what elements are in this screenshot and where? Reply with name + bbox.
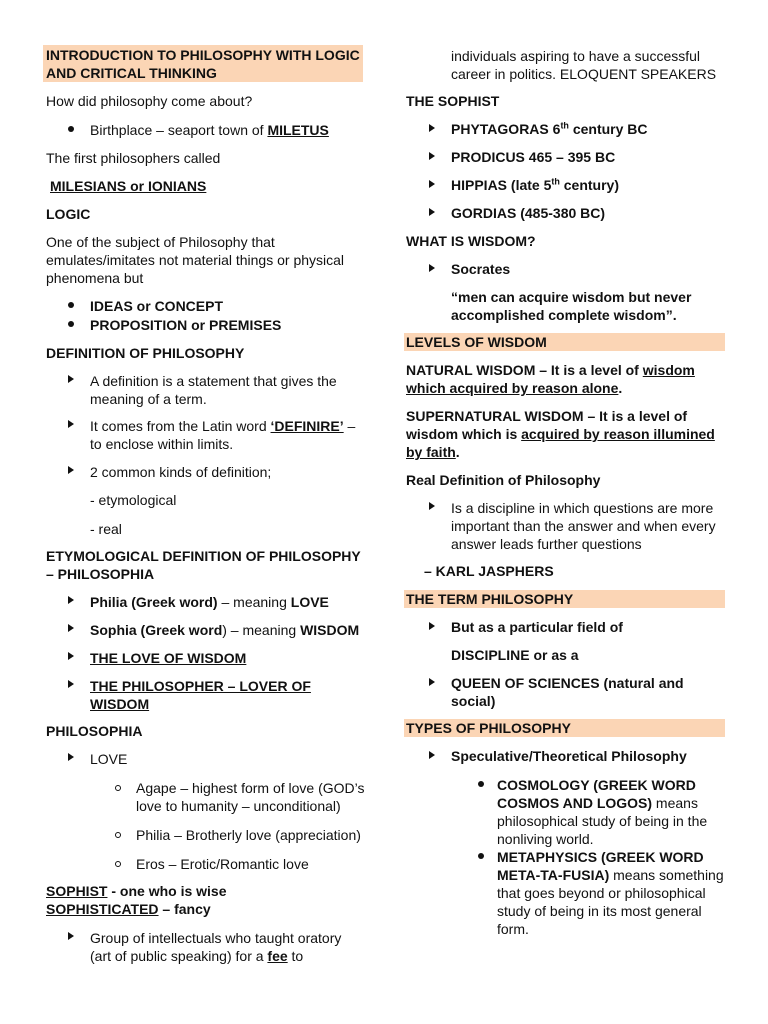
- bullet-dot-icon: [68, 321, 74, 327]
- birthplace-item: Birthplace – seaport town of MILETUS: [90, 122, 329, 138]
- sophisticated-definition: SOPHISTICATED – fancy: [46, 901, 211, 917]
- arrow-bullet-icon: [68, 420, 74, 428]
- gordias-item: GORDIAS (485-380 BC): [451, 205, 606, 221]
- eros-love-item: Eros – Erotic/Romantic love: [136, 856, 309, 872]
- etymological-heading-line2: – PHILOSOPHIA: [46, 566, 155, 582]
- ring-bullet-icon: [115, 785, 121, 791]
- hippias-item: HIPPIAS (late 5th century): [451, 176, 619, 193]
- prodicus-item: PRODICUS 465 – 395 BC: [451, 149, 616, 165]
- philia-item: Philia (Greek word) – meaning LOVE: [90, 594, 329, 610]
- logic-desc-line1: One of the subject of Philosophy that: [46, 234, 275, 250]
- agape-line2: love to humanity – unconditional): [136, 798, 341, 814]
- arrow-bullet-icon: [429, 678, 435, 686]
- definition-heading: DEFINITION OF PHILOSOPHY: [46, 345, 245, 361]
- logic-desc-line3: phenomena but: [46, 270, 144, 286]
- logic-heading: LOGIC: [46, 206, 91, 222]
- bullet-dot-icon: [68, 126, 74, 132]
- arrow-bullet-icon: [429, 751, 435, 759]
- term-heading: THE TERM PHILOSOPHY: [406, 591, 574, 607]
- group-line2: (art of public speaking) for a fee to: [90, 948, 304, 964]
- karl-jasphers: – KARL JASPHERS: [424, 563, 554, 579]
- ring-bullet-icon: [115, 832, 121, 838]
- def-b-line2: to enclose within limits.: [90, 436, 234, 452]
- speculative-item: Speculative/Theoretical Philosophy: [451, 748, 687, 764]
- arrow-bullet-icon: [429, 208, 435, 216]
- doc-title-line2: AND CRITICAL THINKING: [46, 65, 217, 81]
- arrow-bullet-icon: [68, 375, 74, 383]
- arrow-bullet-icon: [429, 502, 435, 510]
- arrow-bullet-icon: [68, 466, 74, 474]
- levels-heading: LEVELS OF WISDOM: [406, 334, 547, 350]
- philia-love-item: Philia – Brotherly love (appreciation): [136, 827, 361, 843]
- real-def-line2: important than the answer and when every: [451, 518, 716, 534]
- group-line1: Group of intellectuals who taught oratory: [90, 930, 342, 946]
- supernatural-line1: SUPERNATURAL WISDOM – It is a level of: [406, 408, 688, 424]
- birthplace-city: MILETUS: [267, 122, 329, 138]
- cosmology-line3: philosophical study of being in the: [497, 813, 708, 829]
- metaphysics-line5: form.: [497, 921, 529, 937]
- continued-line1: individuals aspiring to have a successful: [451, 48, 701, 64]
- etymological-heading-line1: ETYMOLOGICAL DEFINITION OF PHILOSOPHY: [46, 548, 361, 564]
- supernatural-line2: wisdom which is acquired by reason illumined: [406, 426, 715, 442]
- logic-desc-line2: emulates/imitates not material things or physical: [46, 252, 345, 268]
- agape-line1: Agape – highest form of love (GOD’s: [136, 780, 365, 796]
- term-b: DISCIPLINE or as a: [451, 647, 579, 663]
- phytagoras-item: PHYTAGORAS 6th century BC: [451, 120, 648, 137]
- def-b-line1: It comes from the Latin word ‘DEFINIRE’ –: [90, 418, 356, 434]
- cosmology-line2: COSMOS AND LOGOS) means: [497, 795, 698, 811]
- term-c-line2: social): [451, 693, 496, 709]
- term-c-line1: QUEEN OF SCIENCES (natural and: [451, 675, 684, 691]
- cosmology-line1: COSMOLOGY (GREEK WORD: [497, 777, 696, 793]
- arrow-bullet-icon: [68, 652, 74, 660]
- philosopher-line2: WISDOM: [90, 696, 150, 712]
- philosopher-line1: THE PHILOSOPHER – LOVER OF: [90, 678, 311, 694]
- bullet-dot-icon: [478, 781, 484, 787]
- real-definition-heading: Real Definition of Philosophy: [406, 472, 601, 488]
- socrates-item: Socrates: [451, 261, 511, 277]
- arrow-bullet-icon: [68, 753, 74, 761]
- arrow-bullet-icon: [429, 180, 435, 188]
- ring-bullet-icon: [115, 861, 121, 867]
- doc-title-line1: INTRODUCTION TO PHILOSOPHY WITH LOGIC: [46, 47, 360, 63]
- love-of-wisdom-item: THE LOVE OF WISDOM: [90, 650, 247, 666]
- bullet-dot-icon: [478, 853, 484, 859]
- def-c-text: 2 common kinds of definition;: [90, 464, 272, 480]
- arrow-bullet-icon: [68, 680, 74, 688]
- def-a-line1: A definition is a statement that gives the: [90, 373, 337, 389]
- arrow-bullet-icon: [429, 152, 435, 160]
- def-kind-real: - real: [90, 521, 122, 537]
- love-item: LOVE: [90, 751, 128, 767]
- metaphysics-line4: study of being in its most general: [497, 903, 702, 919]
- arrow-bullet-icon: [429, 124, 435, 132]
- logic-item-ideas: IDEAS or CONCEPT: [90, 298, 224, 314]
- socrates-quote-line2: accomplished complete wisdom”.: [451, 307, 677, 323]
- arrow-bullet-icon: [68, 624, 74, 632]
- supernatural-line3: by faith.: [406, 444, 460, 460]
- real-def-line3: answer leads further questions: [451, 536, 642, 552]
- first-philosophers-text: The first philosophers called: [46, 150, 221, 166]
- arrow-bullet-icon: [68, 596, 74, 604]
- metaphysics-line3: that goes beyond or philosophical: [497, 885, 706, 901]
- socrates-quote-line1: “men can acquire wisdom but never: [451, 289, 692, 305]
- arrow-bullet-icon: [429, 264, 435, 272]
- logic-item-proposition: PROPOSITION or PREMISES: [90, 317, 282, 333]
- def-a-line2: meaning of a term.: [90, 391, 207, 407]
- continued-line2: career in politics. ELOQUENT SPEAKERS: [451, 66, 717, 82]
- milesians-text: MILESIANS or IONIANS: [50, 178, 207, 194]
- cosmology-line4: nonliving world.: [497, 831, 594, 847]
- bullet-dot-icon: [68, 302, 74, 308]
- natural-wisdom-line2: which acquired by reason alone.: [406, 380, 623, 396]
- arrow-bullet-icon: [68, 932, 74, 940]
- fee-word: fee: [267, 948, 288, 964]
- term-a: But as a particular field of: [451, 619, 623, 635]
- real-def-line1: Is a discipline in which questions are more: [451, 500, 714, 516]
- def-kind-etymological: - etymological: [90, 492, 177, 508]
- philosophia-heading: PHILOSOPHIA: [46, 723, 143, 739]
- arrow-bullet-icon: [429, 622, 435, 630]
- origin-question: How did philosophy come about?: [46, 93, 253, 109]
- sophia-item: Sophia (Greek word) – meaning WISDOM: [90, 622, 360, 638]
- definire-word: ‘DEFINIRE’: [270, 418, 344, 434]
- types-heading: TYPES OF PHILOSOPHY: [406, 720, 571, 736]
- metaphysics-line1: METAPHYSICS (GREEK WORD: [497, 849, 704, 865]
- natural-wisdom-line1: NATURAL WISDOM – It is a level of wisdom: [406, 362, 695, 378]
- sophist-definition: SOPHIST - one who is wise: [46, 883, 227, 899]
- wisdom-question: WHAT IS WISDOM?: [406, 233, 536, 249]
- sophist-heading: THE SOPHIST: [406, 93, 500, 109]
- metaphysics-line2: META-TA-FUSIA) means something: [497, 867, 724, 883]
